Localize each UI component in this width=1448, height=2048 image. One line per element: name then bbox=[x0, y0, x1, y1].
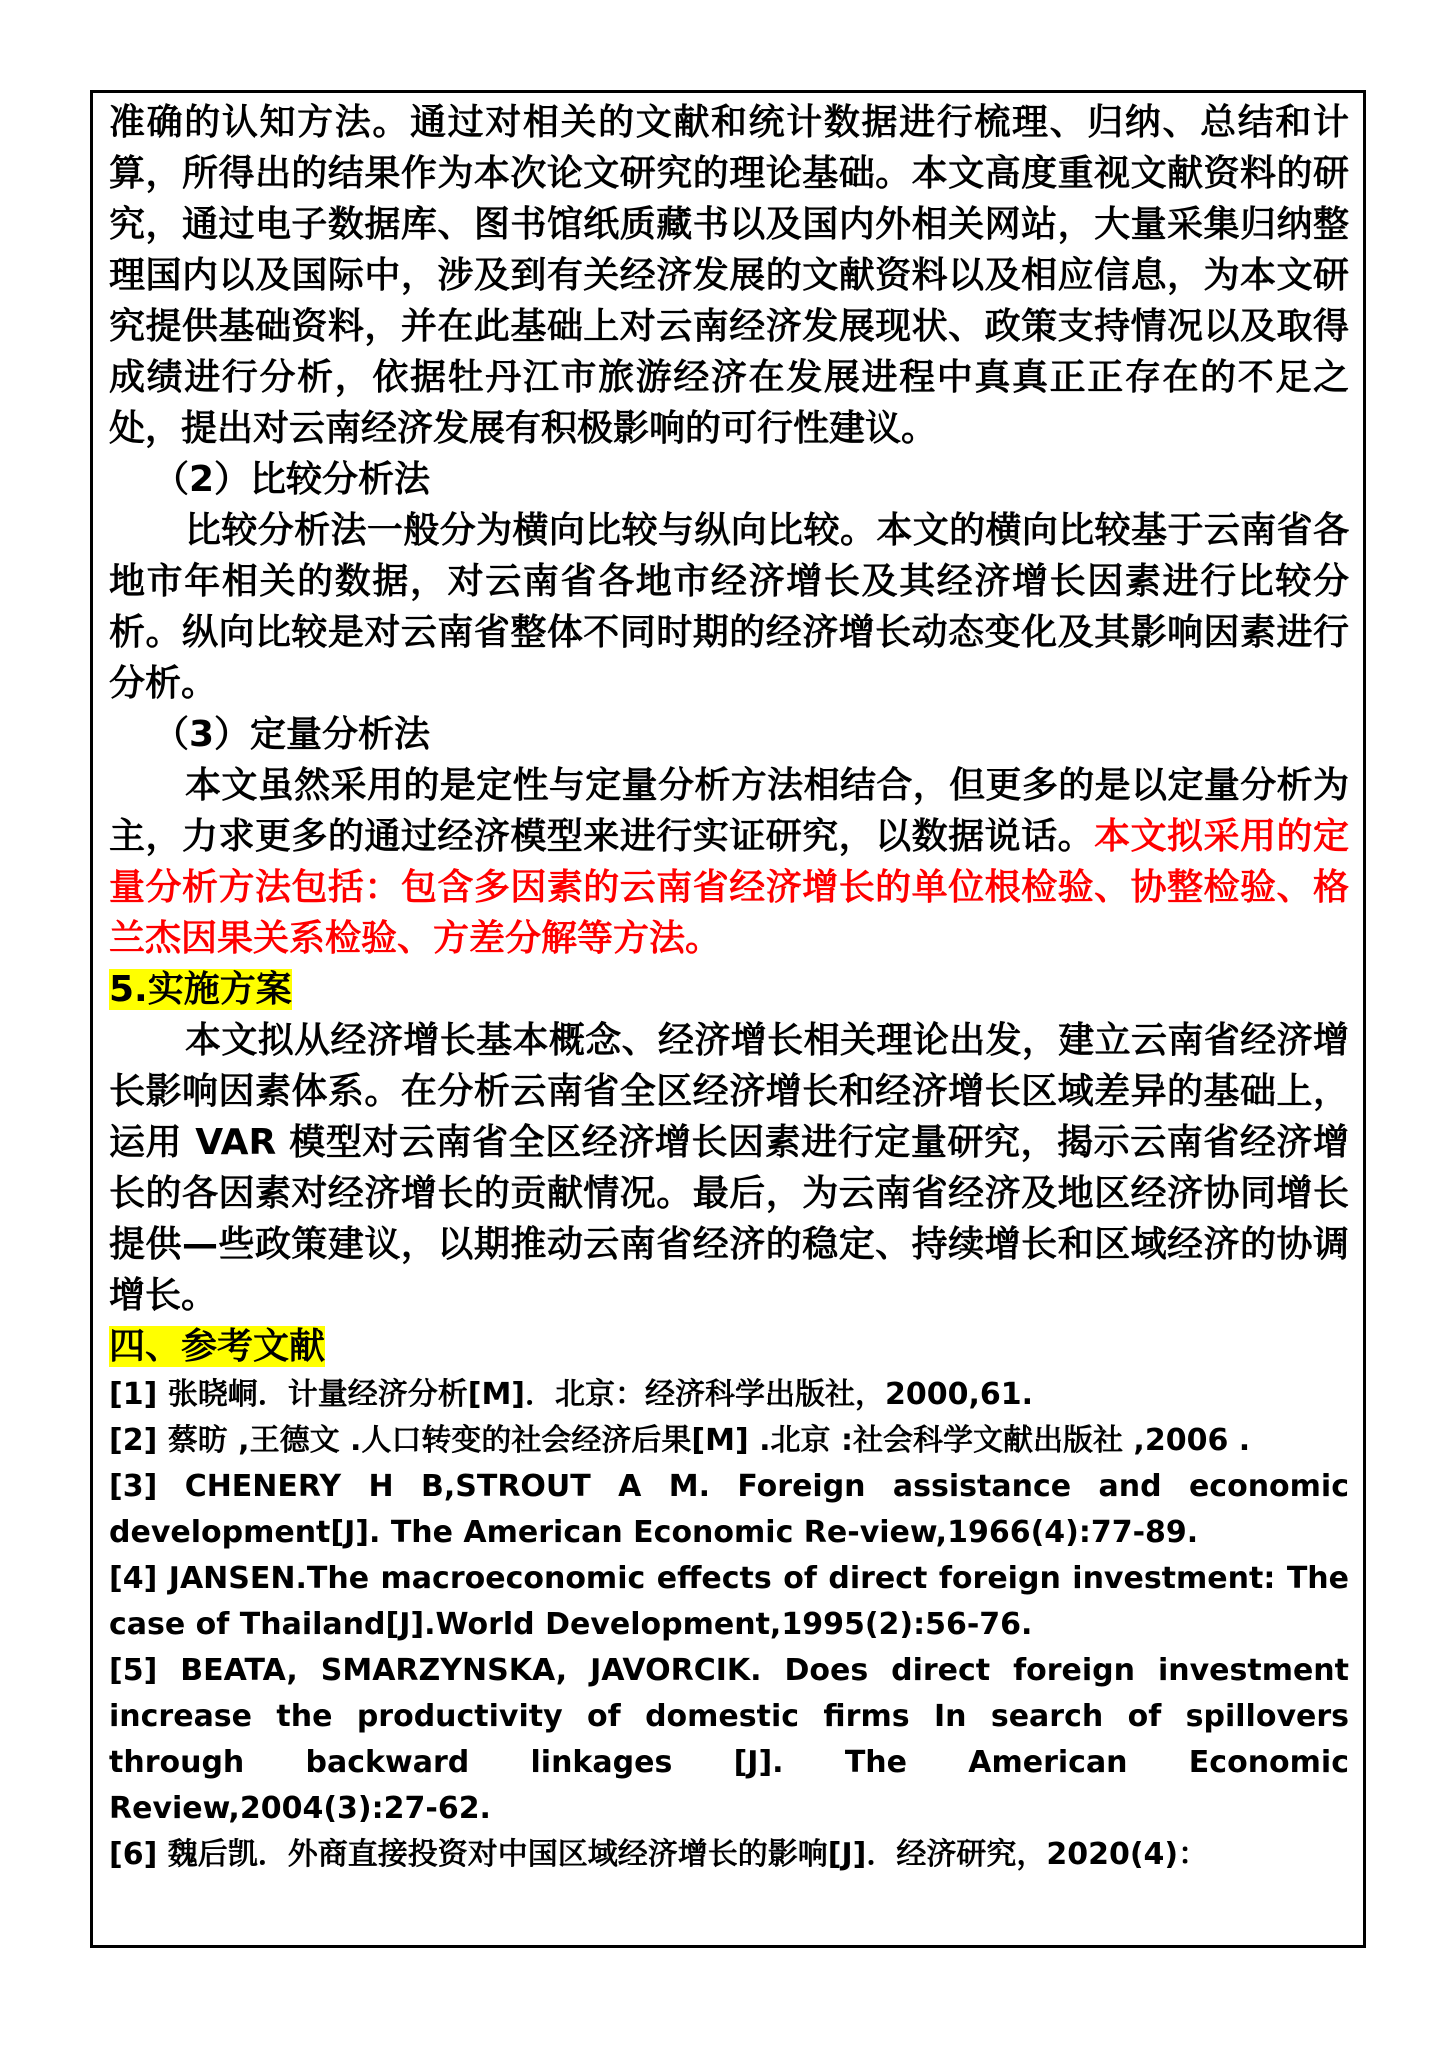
reference-item: [3] CHENERY H B,STROUT A M. Foreign assistance and economic development[J]. The American Economic Re-view,1966(4):77-89. bbox=[109, 1469, 1349, 1550]
section-references-heading bbox=[109, 1321, 1349, 1372]
method-quantitative-text: 本文虽然采用的是定性与定量分析方法相结合，但更多的是以定量分析为主，力求更多的通过经济模型来进行实证研究，以数据说话。 bbox=[109, 765, 1349, 857]
implementation-paragraph: 本文拟从经济增长基本概念、经济增长相关理论出发，建立云南省经济增长影响因素体系。在分析云南省全区经济增长和经济增长区域差异的基础上，运用 VAR 模型对云南省全区经济增长因素进行定量研究，揭示云南省经济增长的各因素对经济增长的贡献情况。最后，为云南省经济及地区经济协同增长提供—些政策建议，以期推动云南省经济的稳定、持续增长和区域经济的协调增长。 bbox=[109, 1020, 1349, 1316]
reference-item: [1] 张晓峒．计量经济分析[M]．北京：经济科学出版社，2000,61. bbox=[109, 1377, 1034, 1412]
document-frame bbox=[90, 90, 1366, 1948]
method-comparison-heading: （2）比较分析法 bbox=[153, 459, 431, 500]
reference-item: [6] 魏后凯．外商直接投资对中国区域经济增长的影响[J]．经济研究，2020(4)： bbox=[109, 1837, 1209, 1872]
section-references-label: 四、参考文献 bbox=[109, 1326, 326, 1367]
method-quantitative-emphasis: 本文拟采用的定量分析方法包括：包含多因素的云南省经济增长的单位根检验、协整检验、格兰杰因果关系检验、方差分解等方法。 bbox=[109, 816, 1349, 959]
method-comparison-paragraph: 比较分析法一般分为横向比较与纵向比较。本文的横向比较基于云南省各地市年相关的数据，对云南省各地市经济增长及其经济增长因素进行比较分析。纵向比较是对云南省整体不同时期的经济增长动态变化及其影响因素进行分析。 bbox=[109, 510, 1349, 704]
method-quantitative-heading: （3）定量分析法 bbox=[153, 714, 431, 755]
reference-item: [4] JANSEN.The macroeconomic effects of direct foreign investment: The case of Thailand[J].World Development,1995(2):56-76. bbox=[109, 1561, 1349, 1642]
reference-item: [2] 蔡昉 ,王德文 .人口转变的社会经济后果[M] .北京 :社会科学文献出版社 ,2006 . bbox=[109, 1423, 1251, 1458]
reference-list bbox=[109, 1372, 1349, 1878]
intro-paragraph: 准确的认知方法。通过对相关的文献和统计数据进行梳理、归纳、总结和计算，所得出的结果作为本次论文研究的理论基础。本文高度重视文献资料的研究，通过电子数据库、图书馆纸质藏书以及国内外相关网站，大量采集归纳整理国内以及国际中，涉及到有关经济发展的文献资料以及相应信息，为本文研究提供基础资料，并在此基础上对云南经济发展现状、政策支持情况以及取得成绩进行分析，依据牡丹江市旅游经济在发展进程中真真正正存在的不足之处，提出对云南经济发展有积极影响的可行性建议。 bbox=[109, 102, 1349, 449]
section-implementation-label: 5.实施方案 bbox=[109, 969, 292, 1010]
method-quantitative-paragraph bbox=[109, 760, 1349, 964]
reference-item: [5] BEATA, SMARZYNSKA, JAVORCIK. Does direct foreign investment increase the productivity of domestic firms In search of spillovers through backward linkages [J]. The American Economic Review,2004(3):27-62. bbox=[109, 1653, 1349, 1826]
section-implementation-heading bbox=[109, 964, 1349, 1015]
